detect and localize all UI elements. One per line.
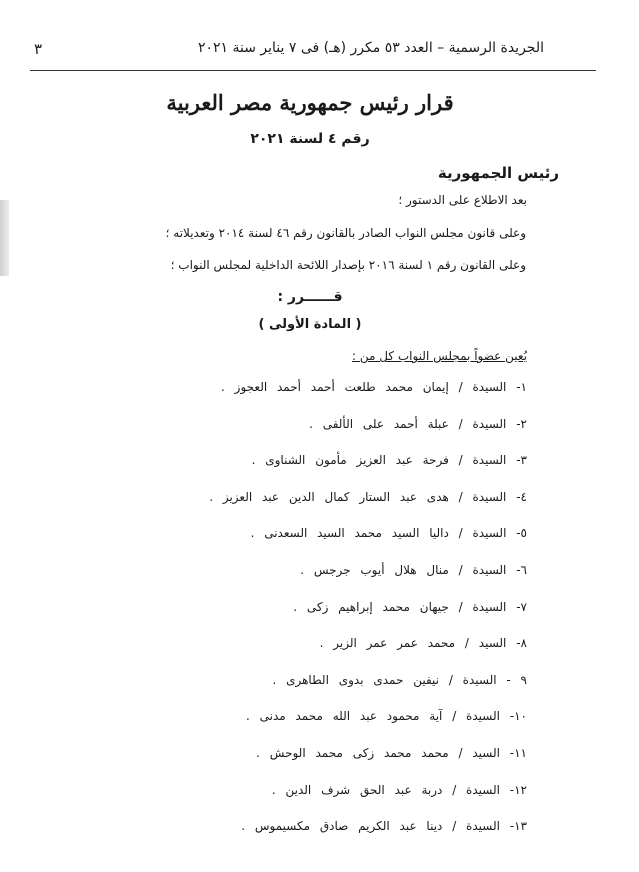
header-divider xyxy=(30,70,596,71)
article-heading: ( المادة الأولى ) xyxy=(258,317,362,332)
gazette-header-text: الجريدة الرسمية – العدد ٥٣ مكرر (هـ) فى ٧ يناير سنة ٢٠٢١ xyxy=(197,40,544,56)
member-item: ٤- السيدة / هدى عبد الستار كمال الدين عبد العزيز . xyxy=(209,489,527,504)
decided-heading: قــــــرر : xyxy=(277,289,343,305)
issuer-heading: رئيس الجمهورية xyxy=(437,164,559,182)
appointment-intro xyxy=(352,349,527,363)
appointment-intro-text: يُعين عضواً بمجلس النواب كل من : xyxy=(351,349,527,363)
scan-edge-shadow xyxy=(0,200,9,276)
member-item: ٩ - السيدة / نيفين حمدى بدوى الطاهرى . xyxy=(272,672,527,687)
members-list xyxy=(107,373,527,849)
decree-title: قرار رئيس جمهورية مصر العربية xyxy=(166,90,454,115)
page-number: ٣ xyxy=(34,40,43,58)
member-item: ٥- السيدة / داليا السيد محمد السيد السعدنى . xyxy=(250,526,527,541)
member-item: ٨- السيد / محمد عمر عمر الزير . xyxy=(319,636,527,651)
member-item: ١٢- السيدة / دربة عبد الحق شرف الدين . xyxy=(271,782,527,797)
member-item: ٧- السيدة / جيهان محمد إبراهيم زكى . xyxy=(293,599,527,614)
member-item: ١١- السيد / محمد محمد زكى محمد الوحش . xyxy=(256,745,527,760)
preamble-line-1: بعد الاطلاع على الدستور ؛ xyxy=(398,193,527,207)
member-item: ٢- السيدة / عبلة أحمد على الألفى . xyxy=(309,416,527,431)
member-item: ٣- السيدة / فرحة عبد العزيز مأمون الشناوى . xyxy=(251,453,527,468)
member-item: ١٠- السيدة / آية محمود عبد الله محمد مدنى . xyxy=(245,709,527,724)
member-item: ١- السيدة / إيمان محمد طلعت أحمد أحمد العجوز . xyxy=(221,380,527,394)
preamble-line-2: وعلى قانون مجلس النواب الصادر بالقانون رقم ٤٦ لسنة ٢٠١٤ وتعديلاته ؛ xyxy=(165,226,526,240)
member-item: ١٣- السيدة / دينا عبد الكريم صادق مكسيموس . xyxy=(241,819,527,834)
preamble-line-3: وعلى القانون رقم ١ لسنة ٢٠١٦ بإصدار اللائحة الداخلية لمجلس النواب ؛ xyxy=(170,258,526,272)
decree-number: رقم ٤ لسنة ٢٠٢١ xyxy=(250,131,370,147)
member-item: ٦- السيدة / منال هلال أيوب جرجس . xyxy=(300,562,527,577)
gazette-header xyxy=(30,40,596,62)
